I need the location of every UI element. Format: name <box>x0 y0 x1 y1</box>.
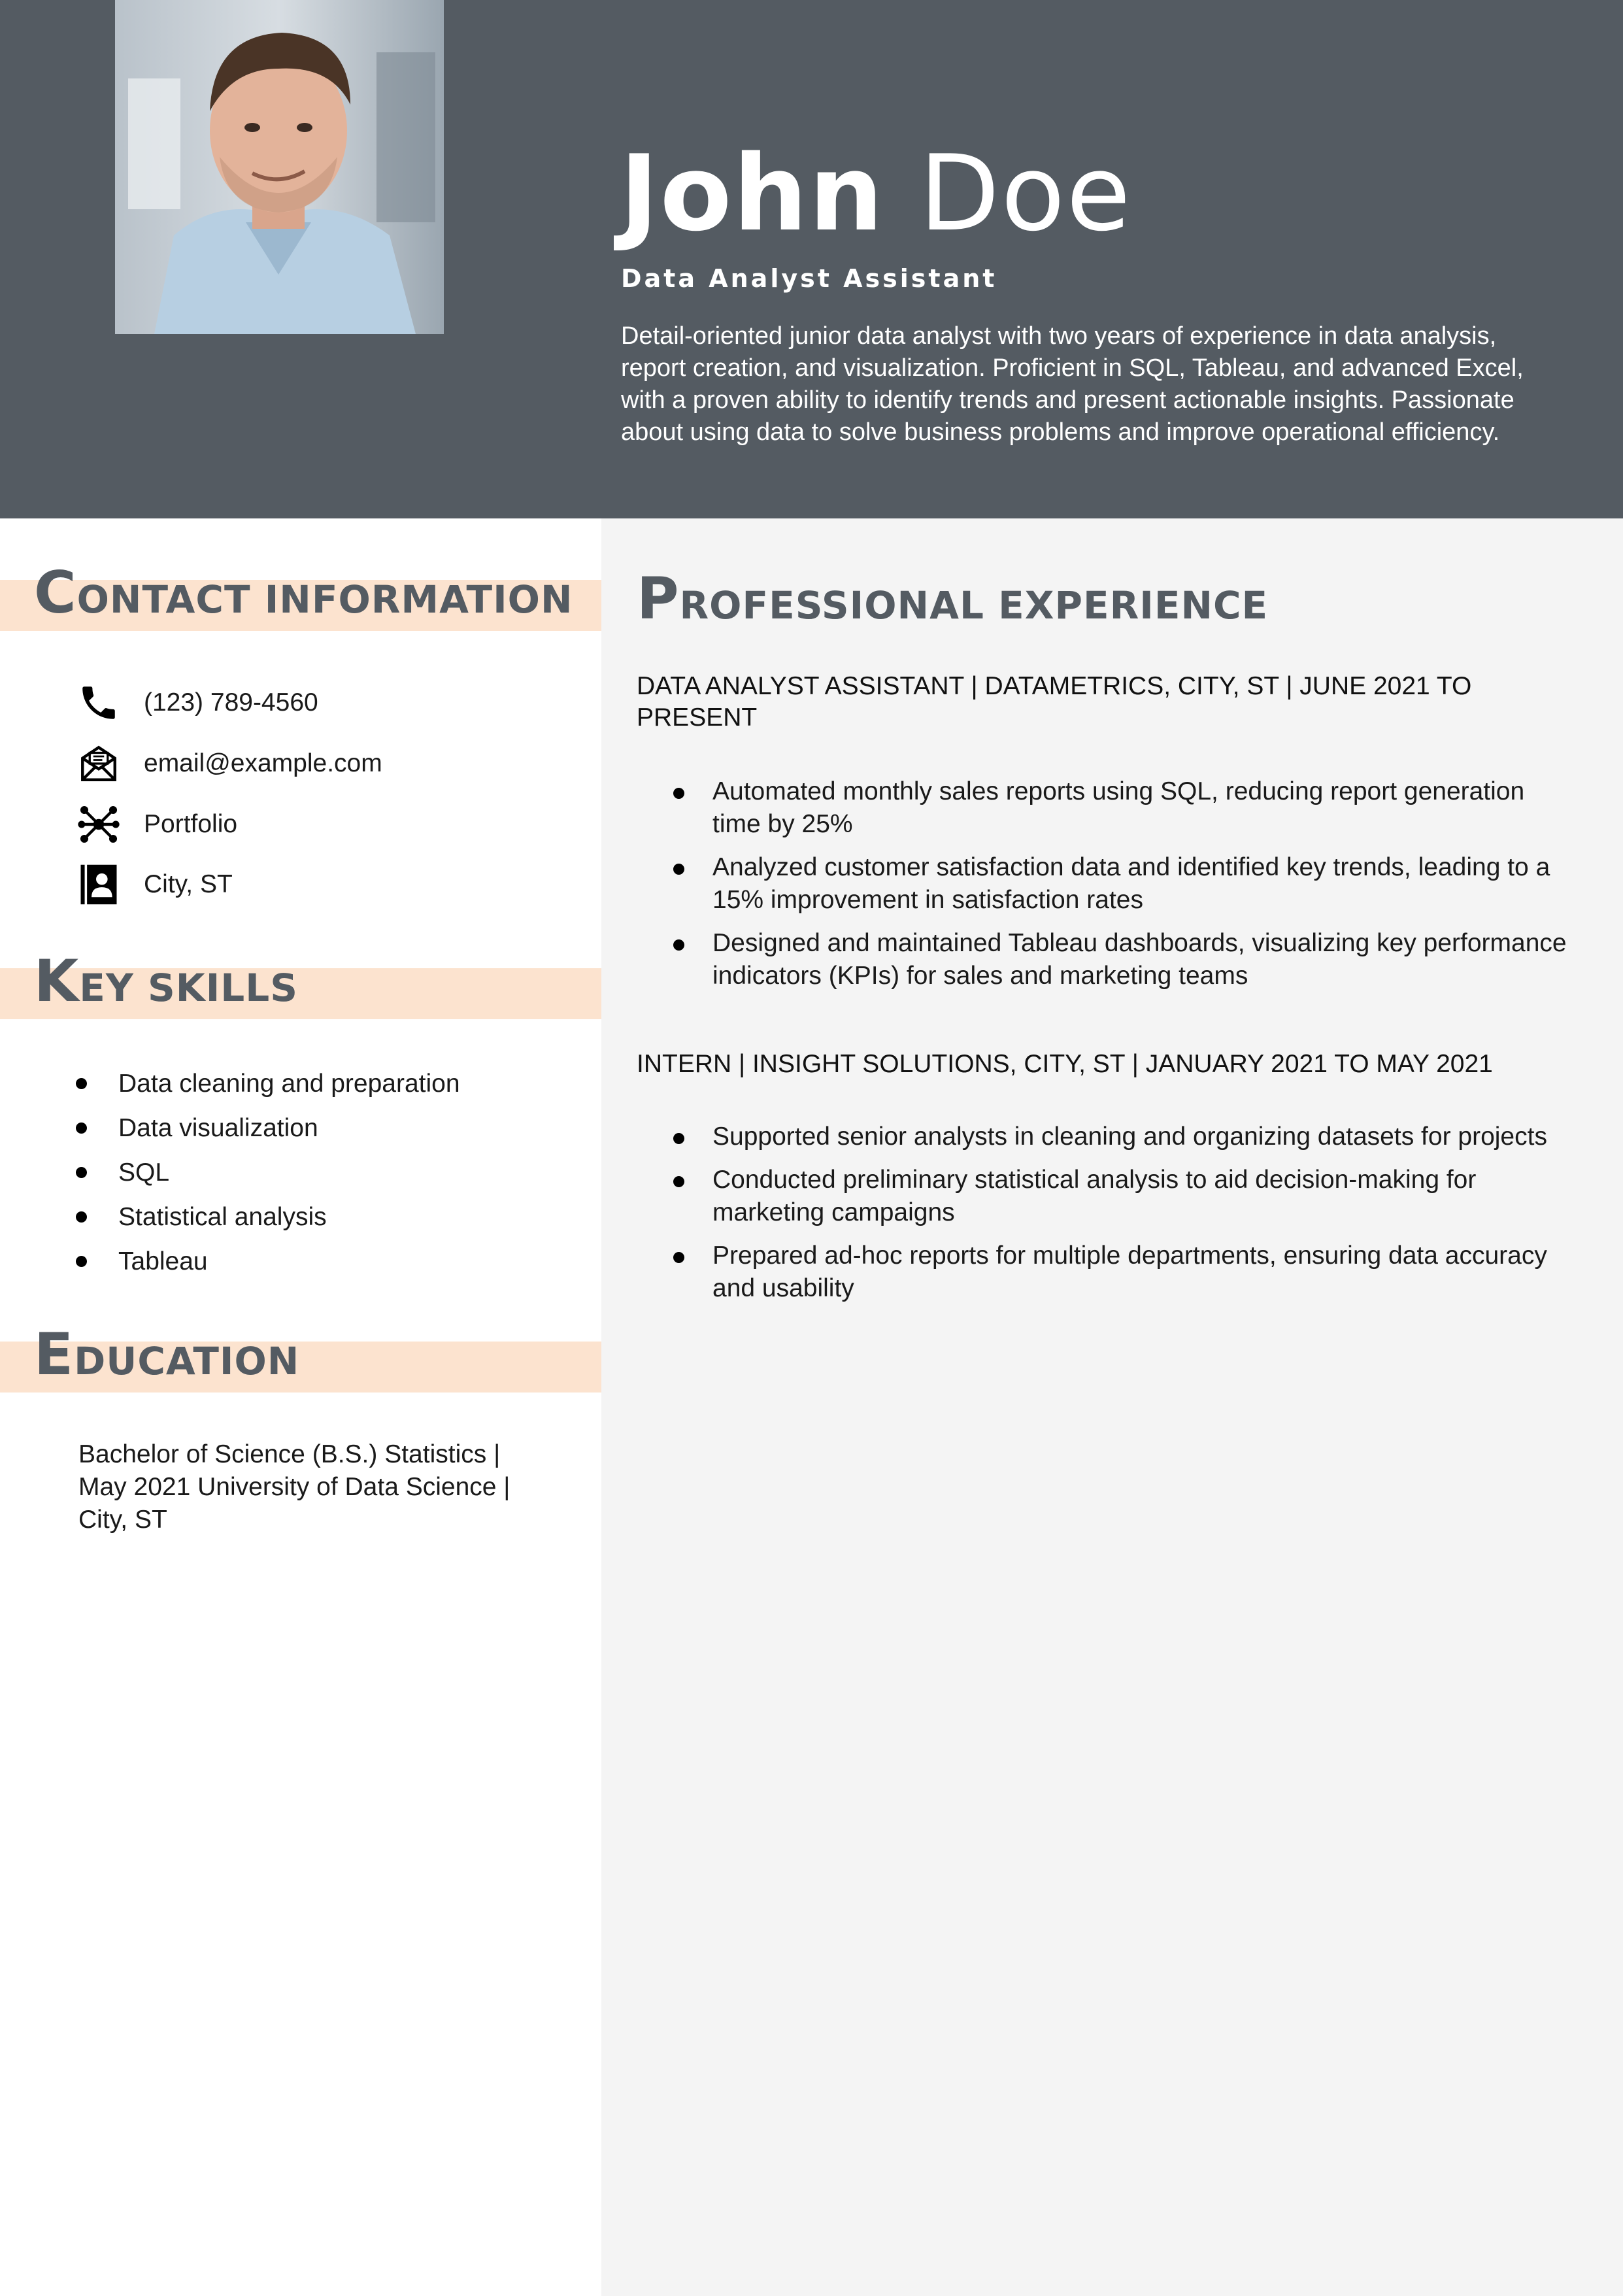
bullet-icon <box>673 1176 684 1187</box>
skills-list <box>76 1062 460 1284</box>
contact-heading-rest: ONTACT INFORMATION <box>76 577 573 622</box>
skill-text: SQL <box>118 1158 170 1187</box>
skill-item <box>76 1062 460 1106</box>
contact-heading-cap: C <box>34 559 77 626</box>
skill-text: Data visualization <box>118 1114 318 1142</box>
last-name: Doe <box>919 132 1132 254</box>
bullet-icon <box>76 1167 87 1178</box>
job-bullet <box>673 1164 1575 1229</box>
address-book-icon <box>76 862 122 907</box>
job-bullet <box>673 1121 1575 1153</box>
bullet-icon <box>673 939 684 951</box>
skill-item <box>76 1240 460 1284</box>
bullet-icon <box>673 864 684 875</box>
job-title: Data Analyst Assistant <box>621 264 997 293</box>
bullet-icon <box>673 788 684 799</box>
skill-text: Statistical analysis <box>118 1203 327 1231</box>
education-heading <box>34 1321 299 1388</box>
bullet-icon <box>76 1078 87 1089</box>
portfolio-link[interactable]: Portfolio <box>144 810 238 838</box>
job-bullet-text: Supported senior analysts in cleaning and organizing datasets for projects <box>712 1123 1547 1151</box>
job-bullet <box>673 775 1575 841</box>
job-bullet <box>673 1240 1575 1305</box>
education-heading-cap: E <box>34 1321 75 1388</box>
phone-icon <box>76 680 122 726</box>
network-icon <box>76 802 122 847</box>
skills-heading-cap: K <box>34 947 80 1015</box>
experience-heading <box>637 565 1268 632</box>
skills-heading-rest: EY SKILLS <box>79 966 298 1010</box>
job-bullet-text: Conducted preliminary statistical analysis to aid decision-making for marketing campaigns <box>712 1166 1477 1226</box>
job-bullet <box>673 927 1575 992</box>
job-bullets <box>673 775 1575 1003</box>
first-name: John <box>620 132 885 254</box>
skill-text: Tableau <box>118 1247 208 1275</box>
contact-phone <box>76 680 318 726</box>
bullet-icon <box>673 1133 684 1144</box>
profile-summary: Detail-oriented junior data analyst with two years of experience in data analysis, report creation, and visualization. Proficient in SQL, Tableau, and advanced Excel, with a proven ability to identify trends and present actionable insights. Passionate about using data to solve business problems and improve operational efficiency. <box>621 322 1524 446</box>
job-bullets <box>673 1121 1575 1315</box>
skill-item <box>76 1106 460 1151</box>
job-bullet-text: Analyzed customer satisfaction data and identified key trends, leading to a 15% improvement in satisfaction rates <box>712 853 1550 914</box>
bullet-icon <box>76 1256 87 1267</box>
profile-photo <box>115 0 444 334</box>
bullet-icon <box>76 1211 87 1223</box>
experience-heading-cap: P <box>637 565 680 632</box>
full-name <box>620 128 1132 259</box>
job-bullet-text: Designed and maintained Tableau dashboards, visualizing key performance indicators (KPIs) for sales and marketing teams <box>712 929 1567 990</box>
job-bullet-text: Prepared ad-hoc reports for multiple departments, ensuring data accuracy and usability <box>712 1241 1547 1302</box>
email-address: email@example.com <box>144 749 382 777</box>
skills-heading <box>34 947 298 1015</box>
contact-portfolio <box>76 802 237 847</box>
phone-number: (123) 789-4560 <box>144 688 318 717</box>
skill-item <box>76 1195 460 1240</box>
bullet-icon <box>673 1252 684 1263</box>
education-entry: Bachelor of Science (B.S.) Statistics | May 2021 University of Data Science | City, ST <box>78 1440 510 1534</box>
skill-item <box>76 1151 460 1195</box>
contact-location <box>76 862 233 907</box>
job-header: INTERN | INSIGHT SOLUTIONS, CITY, ST | JANUARY 2021 TO MAY 2021 <box>637 1050 1493 1078</box>
skill-text: Data cleaning and preparation <box>118 1070 460 1098</box>
email-icon <box>76 741 122 786</box>
education-heading-rest: DUCATION <box>74 1339 300 1383</box>
job-bullet-text: Automated monthly sales reports using SQL, reducing report generation time by 25% <box>712 777 1525 838</box>
bullet-icon <box>76 1123 87 1134</box>
experience-heading-rest: ROFESSIONAL EXPERIENCE <box>679 583 1269 628</box>
job-bullet <box>673 851 1575 917</box>
job-header: DATA ANALYST ASSISTANT | DATAMETRICS, CITY, ST | JUNE 2021 TO PRESENT <box>637 672 1472 732</box>
location-text: City, ST <box>144 870 233 898</box>
contact-heading <box>34 559 573 626</box>
contact-email <box>76 741 382 786</box>
